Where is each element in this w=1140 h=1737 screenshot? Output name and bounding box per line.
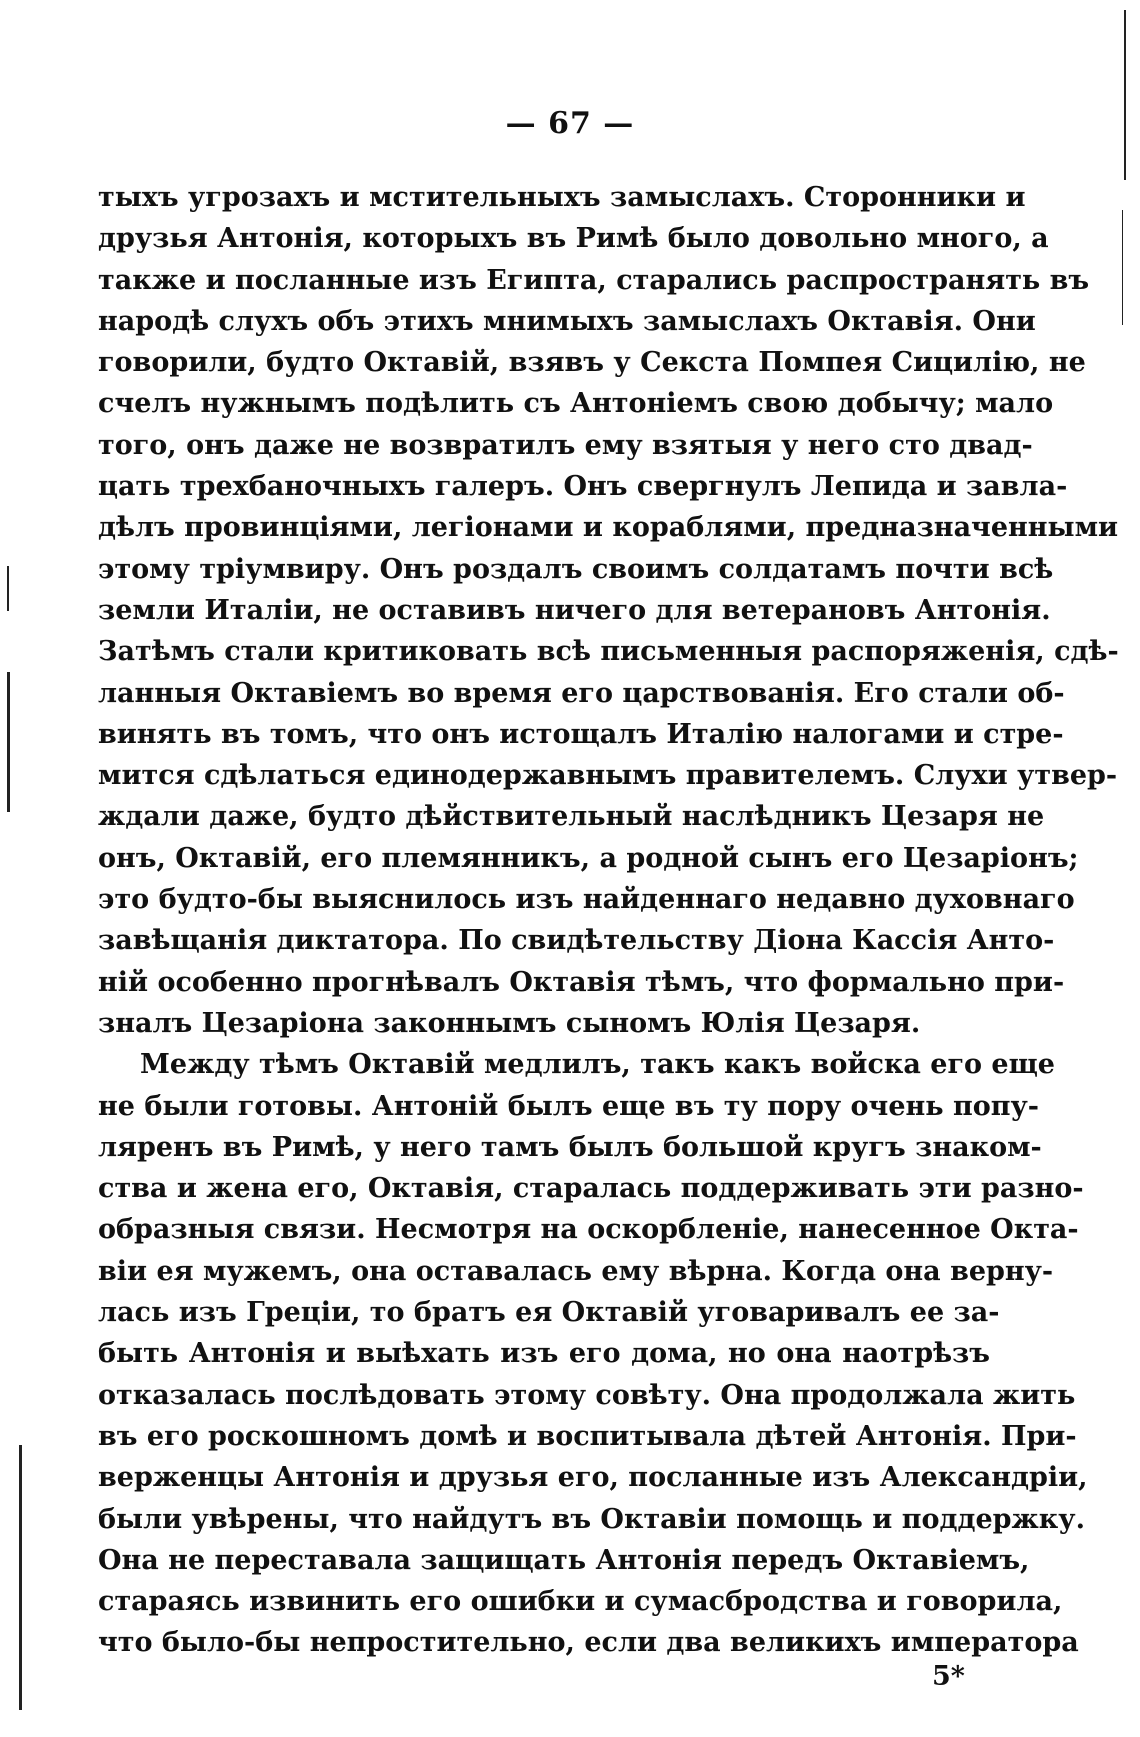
text-line: что было-бы непростительно, если два великихъ императора bbox=[98, 1627, 1079, 1659]
text-line: въ его роскошномъ домѣ и воспитывала дѣтей Антонія. При- bbox=[98, 1420, 1077, 1452]
text-line: ланныя Октавіемъ во время его царствованія. Его стали об- bbox=[98, 677, 1065, 709]
scan-edge-mark bbox=[7, 672, 10, 812]
text-line: винять въ томъ, что онъ истощалъ Италію налогами и стре- bbox=[98, 718, 1064, 750]
text-line: не были готовы. Антоній былъ еще въ ту пору очень попу- bbox=[98, 1090, 1040, 1122]
text-line: ждали даже, будто дѣйствительный наслѣдникъ Цезаря не bbox=[98, 801, 1045, 833]
text-line: завѣщанія диктатора. По свидѣтельству Діона Кассія Анто- bbox=[98, 925, 1055, 957]
text-line: счелъ нужнымъ подѣлить съ Антоніемъ свою добычу; мало bbox=[98, 388, 1054, 420]
text-line: ній особенно прогнѣвалъ Октавія тѣмъ, что формально при- bbox=[98, 966, 1065, 998]
page-number: — 67 — bbox=[505, 106, 635, 141]
text-line: это будто-бы выяснилось изъ найденнаго недавно духовнаго bbox=[98, 884, 1075, 916]
text-line: зналъ Цезаріона законнымъ сыномъ Юлія Цезаря. bbox=[98, 1007, 921, 1039]
scan-edge-mark bbox=[1122, 210, 1123, 325]
text-line: быть Антонія и выѣхать изъ его дома, но она наотрѣзъ bbox=[98, 1338, 990, 1370]
paragraph-1 bbox=[98, 177, 1119, 1044]
text-line: мится сдѣлаться единодержавнымъ правителемъ. Слухи утвер- bbox=[98, 760, 1118, 792]
text-line: того, онъ даже не возвратилъ ему взятыя у него сто двад- bbox=[98, 429, 1033, 461]
text-line: Затѣмъ стали критиковать всѣ письменныя распоряженія, сдѣ- bbox=[98, 636, 1119, 668]
text-line: стараясь извинить его ошибки и сумасбродства и говорила, bbox=[98, 1586, 1063, 1618]
text-line: народѣ слухъ объ этихъ мнимыхъ замыслахъ Октавія. Они bbox=[98, 305, 1036, 337]
text-line: онъ, Октавій, его племянникъ, а родной сынъ его Цезаріонъ; bbox=[98, 842, 1079, 874]
text-line: друзья Антонія, которыхъ въ Римѣ было довольно много, а bbox=[98, 223, 1049, 255]
text-line: віи ея мужемъ, она оставалась ему вѣрна. Когда она верну- bbox=[98, 1255, 1054, 1287]
text-line: Между тѣмъ Октавій медлилъ, такъ какъ войска его еще bbox=[140, 1049, 1055, 1081]
printer-signature-mark: 5* bbox=[932, 1661, 965, 1692]
scan-edge-mark bbox=[1124, 10, 1126, 180]
scan-edge-mark bbox=[7, 566, 9, 611]
text-line: отказалась послѣдовать этому совѣту. Она продолжала жить bbox=[98, 1379, 1076, 1411]
text-line: земли Италіи, не оставивъ ничего для ветерановъ Антонія. bbox=[98, 594, 1051, 626]
body-text bbox=[98, 177, 1119, 1664]
text-line: цать трехбаночныхъ галеръ. Онъ свергнулъ Лепида и завла- bbox=[98, 471, 1068, 503]
text-line: тыхъ угрозахъ и мстительныхъ замыслахъ. Сторонники и bbox=[98, 182, 1026, 213]
text-line: верженцы Антонія и друзья его, посланные изъ Александріи, bbox=[98, 1462, 1088, 1494]
scan-edge-mark bbox=[19, 1445, 22, 1710]
text-line: образныя связи. Несмотря на оскорбленіе, нанесенное Окта- bbox=[98, 1214, 1079, 1246]
text-line: говорили, будто Октавій, взявъ у Секста Помпея Сицилію, не bbox=[98, 347, 1086, 379]
text-line: были увѣрены, что найдутъ въ Октавіи помощь и поддержку. bbox=[98, 1503, 1085, 1535]
text-line: дѣлъ провинціями, легіонами и кораблями, предназначенными bbox=[98, 512, 1119, 544]
text-line: ляренъ въ Римѣ, у него тамъ былъ большой кругъ знаком- bbox=[98, 1131, 1042, 1163]
text-line: ства и жена его, Октавія, старалась поддерживать эти разно- bbox=[98, 1173, 1084, 1205]
text-line: этому тріумвиру. Онъ роздалъ своимъ солдатамъ почти всѣ bbox=[98, 553, 1054, 585]
text-line: Она не переставала защищать Антонія передъ Октавіемъ, bbox=[98, 1544, 1030, 1576]
text-line: лась изъ Греціи, то братъ ея Октавій уговаривалъ ее за- bbox=[98, 1297, 1000, 1329]
paragraph-2 bbox=[98, 1044, 1088, 1663]
text-line: также и посланные изъ Египта, старались распространять въ bbox=[98, 264, 1090, 296]
